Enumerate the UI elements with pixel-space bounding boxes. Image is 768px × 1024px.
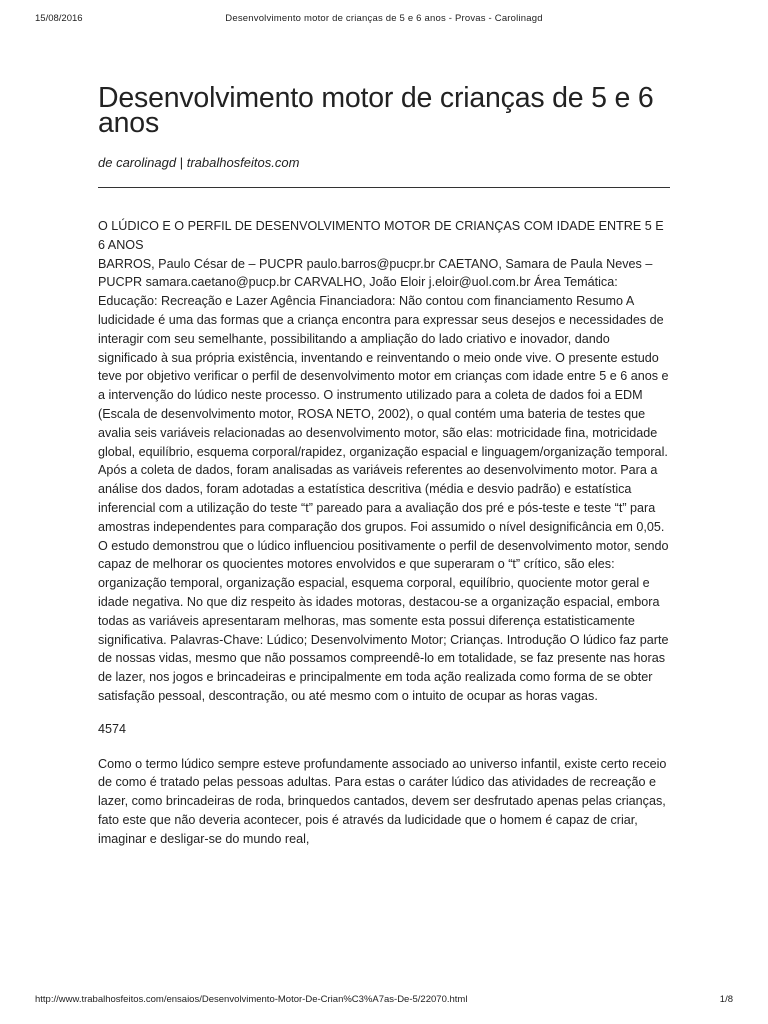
print-page-title: Desenvolvimento motor de crianças de 5 e 6 anos - Provas - Carolinagd — [225, 13, 543, 24]
print-page-count: 1/8 — [719, 994, 733, 1005]
page-number-marker: 4574 — [98, 721, 127, 736]
document-content — [98, 82, 670, 849]
paragraph-continuation: Como o termo lúdico sempre esteve profundamente associado ao universo infantil, existe certo receio de como é tratado pelas pessoas adultas. Para estas o caráter lúdico das atividades de recreação e lazer, como brincadeiras de roda, brinquedos cantados, devem ser desfrutado apenas pelas crianças, fato este que não deveria acontecer, pois é através da ludicidade que o homem é capaz de criar, imaginar e desligar-se do mundo real, — [98, 756, 667, 846]
title-divider — [98, 187, 670, 188]
print-header — [0, 13, 768, 27]
print-footer — [0, 994, 768, 1008]
byline — [98, 155, 670, 170]
print-url: http://www.trabalhosfeitos.com/ensaios/Desenvolvimento-Motor-De-Crian%C3%A7as-De-5/22070.html — [35, 994, 468, 1005]
paragraph-abstract: BARROS, Paulo César de – PUCPR paulo.barros@pucpr.br CAETANO, Samara de Paula Neves – PUCPR samara.caetano@pucp.br CARVALHO, João Eloir j.eloir@uol.com.br Área Temática: Educação: Recreação e Lazer Agência Financiadora: Não contou com financiamento Resumo A ludicidade é uma das formas que a criança encontra para expressar seus desejos e necessidades de interagir com seu semelhante, possibilitando a ampliação do lado criativo e inovador, dando significado à sua própria existência, inventando e reinventando o meio onde vive. O presente estudo teve por objetivo verificar o perfil de desenvolvimento motor em crianças com idade entre 5 e 6 anos e a intervenção do lúdico neste processo. O instrumento utilizado para a coleta de dados foi a EDM (Escala de desenvolvimento motor, ROSA NETO, 2002), o qual contém uma bateria de testes que avalia seis variáveis relacionadas ao desenvolvimento motor, são elas: motricidade fina, motricidade global, equilíbrio, esquema corporal/rapidez, organização espacial e linguagem/organização temporal. Após a coleta de dados, foram analisadas as variáveis referentes ao desenvolvimento motor. Para a análise dos dados, foram adotadas a estatística descritiva (média e desvio padrão) e estatística inferencial com a utilização do teste “t” pareado para a avaliação dos pré e pós-teste e teste “t” para amostras independentes para comparação dos grupos. Foi assumido o nível designificância em 0,05. O estudo demonstrou que o lúdico influenciou positivamente o perfil de desenvolvimento motor, sendo capaz de melhorar os quocientes motores envolvidos e que superaram o “t” crítico, são eles: organização temporal, organização espacial, esquema corporal, equilíbrio, quociente motor geral e idade negativa. No que diz respeito às idades motoras, destacou-se a organização espacial, embora todas as variáveis apresentaram melhoras, mas somente esta possui diferença estatisticamente significativa. Palavras-Chave: Lúdico; Desenvolvimento Motor; Crianças. Introdução O lúdico faz parte de nossas vidas, mesmo que não possamos compreendê-lo em totalidade, se faz presente nas horas de lazer, nos jogos e brincadeiras e principalmente em toda ação realizada como forma de se obter satisfação pessoal, descontração, ou até mesmo com o intuito de ocupar as horas vagas. — [98, 256, 669, 703]
print-date: 15/08/2016 — [35, 13, 83, 24]
byline-site: trabalhosfeitos.com — [186, 155, 300, 170]
byline-separator: | — [179, 155, 184, 170]
document-title: Desenvolvimento motor de crianças de 5 e 6 anos — [98, 82, 654, 139]
byline-author: de carolinagd — [98, 155, 177, 170]
document-body — [98, 217, 670, 849]
paragraph-heading: O LÚDICO E O PERFIL DE DESENVOLVIMENTO MOTOR DE CRIANÇAS COM IDADE ENTRE 5 E 6 ANOS — [98, 219, 664, 252]
